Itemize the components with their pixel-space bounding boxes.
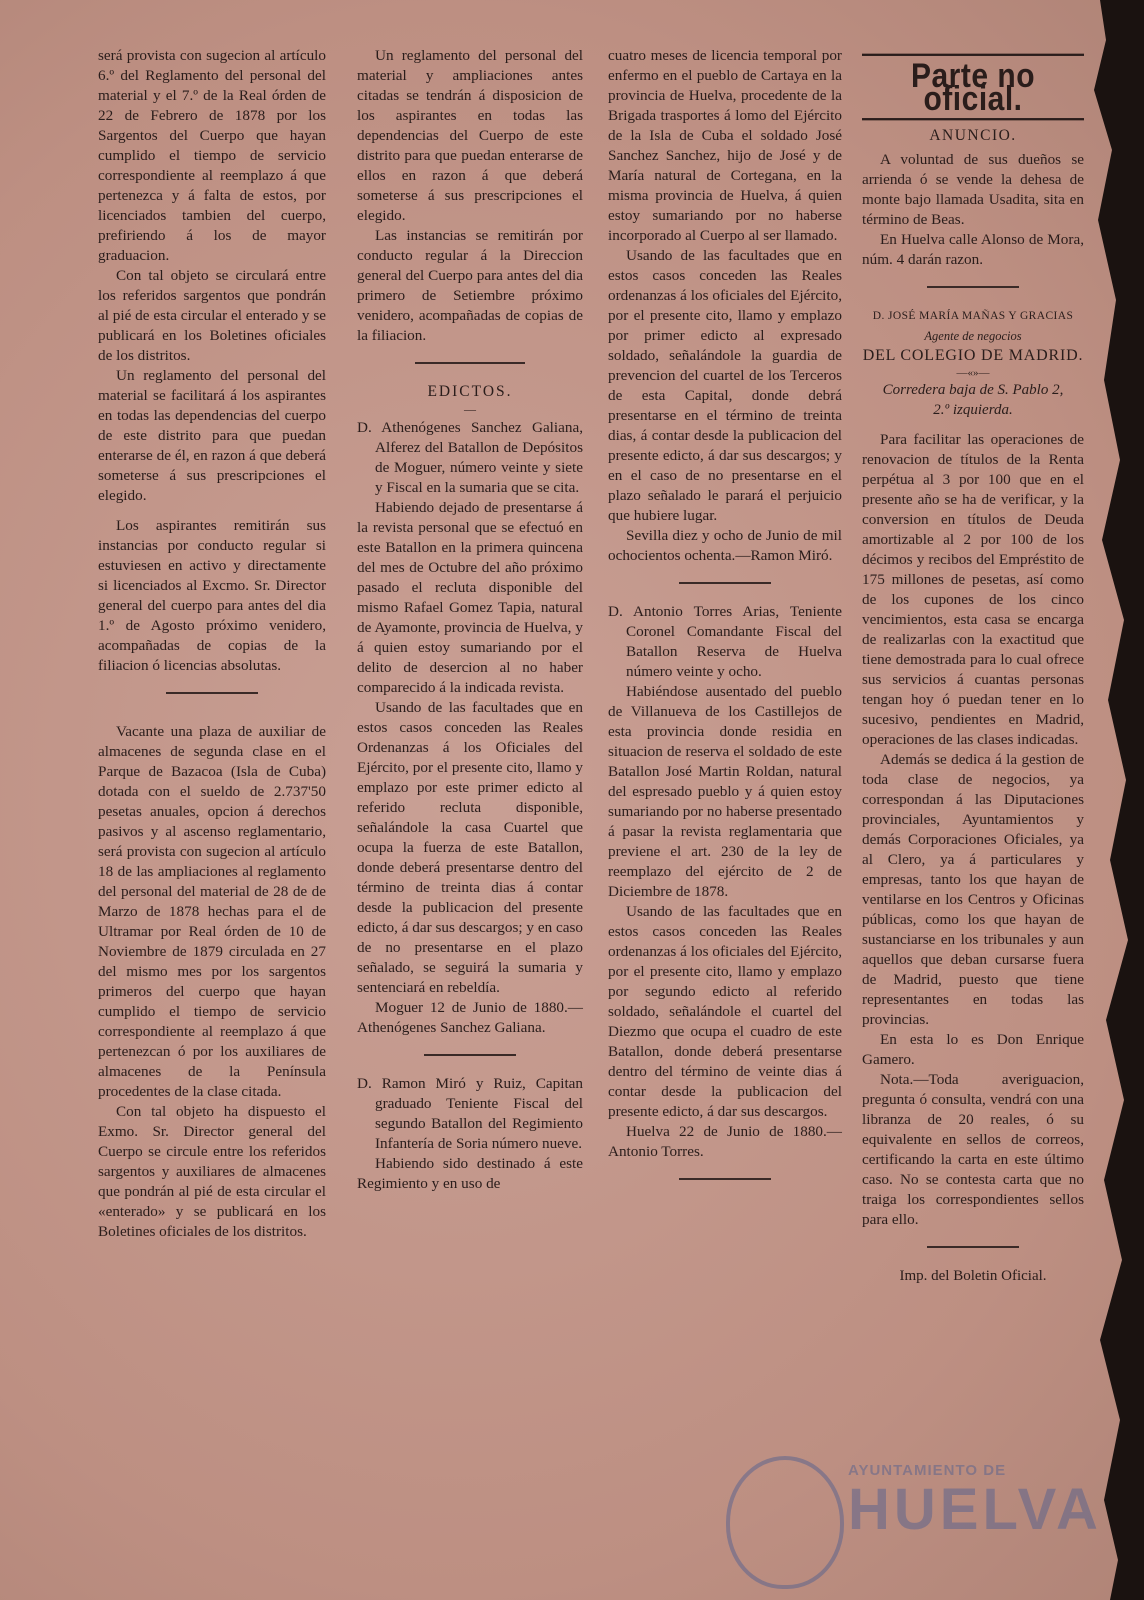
edict-1-signature: Moguer 12 de Junio de 1880.—Athenógenes Sanchez Galiana. bbox=[357, 999, 583, 1036]
agent-name: D. JOSÉ MARÍA MAÑAS Y GRACIAS bbox=[872, 310, 1074, 322]
watermark-line-2: HUELVA bbox=[848, 1477, 1102, 1542]
col1-paragraph-6: Con tal objeto ha dispuesto el Exmo. Sr. Director general del Cuerpo se circule entre los referidos sargentos y auxiliares de almacenes que pondrán al pié de esta circular el «enterado» y se publicará en los Boletines oficiales de los distritos. bbox=[98, 1103, 326, 1240]
anuncio-heading: ANUNCIO. bbox=[929, 127, 1017, 144]
address-line-1: Corredera baja de S. Pablo 2, bbox=[882, 382, 1064, 398]
section-title: Parte no oficial. bbox=[862, 54, 1084, 121]
column-1 bbox=[98, 46, 326, 1242]
col1-paragraph-1: será provista con sugecion al artículo 6.º del Reglamento del personal del material y el 7.º de la Real órden de 22 de Febrero de 1878 por los Sargentos del Cuerpo que hayan cumplido el tiempo de servicio correspondiente al reemplazo á que pertenezca y á falta de estos, por licenciados tambien del cuerpo, prefiriendo á los de mayor graduacion. bbox=[98, 47, 326, 264]
section-divider bbox=[927, 1246, 1019, 1248]
agent-paragraph-3: En esta lo es Don Enrique Gamero. bbox=[862, 1031, 1084, 1068]
edict-2-paragraph-1: Habiendo sido destinado á este Regimiento y en uso de bbox=[357, 1155, 583, 1192]
edictos-heading: EDICTOS. bbox=[427, 383, 513, 400]
ornament: —«»— bbox=[956, 367, 990, 379]
col2-paragraph-1: Un reglamento del personal del material y ampliaciones antes citadas se tendrán á disposicion de los aspirantes en todas las dependencias del Cuerpo de este distrito para que puedan enterarse de ellos en razon á que deberá someterse á sus prescripciones el elegido. bbox=[357, 47, 583, 224]
edict-3-heading: D. Antonio Torres Arias, Teniente Coronel Comandante Fiscal del Batallon Reserva de Huelva número veinte y ocho. bbox=[608, 603, 842, 680]
colegio-line: DEL COLEGIO DE MADRID. bbox=[862, 347, 1084, 364]
edict-3-paragraph-2: Usando de las facultades que en estos casos conceden las Reales ordenanzas á los oficiales del Ejército, por el presente cito, llamo y emplazo por segundo edicto al referido soldado, señalándole el cuartel del Diezmo que ocupa el cuadro de este Batallon, donde deberá presentarse dentro del término de veinte dias á contar desde la publicacion del presente edicto, á dar sus descargos. bbox=[608, 903, 842, 1120]
agent-paragraph-1: Para facilitar las operaciones de renovacion de títulos de la Renta perpétua al 3 por 100 que en el presente año se ha de verificar, y la conversion en títulos de Deuda amortizable al 2 por 100 de los décimos y recibos del Empréstito de 175 millones de pesetas, así como de los cupones de los cinco vencimientos, esta casa se encarga de realizarlas con la exactitud que tiene demostrada para lo cual ofrece sus servicios á cuantas personas tengan hoy ó puedan tener en lo sucesivo, pendientes en Madrid, operaciones de las clases indicadas. bbox=[862, 431, 1084, 748]
edict-1-paragraph-2: Usando de las facultades que en estos casos conceden las Reales Ordenanzas á los Oficiales del Ejército, por el presente cito, llamo y emplazo por este primer edicto al referido recluta disponible, señalándole la casa Cuartel que ocupa la fuerza de este Batallon, donde deberá presentarse dentro del término de treinta dias á contar desde la publicacion del presente edicto, á dar sus descargos; y en caso de no presentarse en el plazo señalado, se seguirá la sumaria y sentenciará en rebeldía. bbox=[357, 699, 583, 996]
col1-paragraph-2: Con tal objeto se circulará entre los referidos sargentos que pondrán al pié de esta circular el enterado y se publicará en los Boletines oficiales de los distritos. bbox=[98, 267, 326, 364]
edict-1-heading: D. Athenógenes Sanchez Galiana, Alferez del Batallon de Depósitos de Moguer, número veinte y siete y Fiscal en la sumaria que se cita. bbox=[357, 419, 583, 496]
column-4 bbox=[862, 46, 1084, 1286]
section-divider bbox=[679, 582, 771, 584]
column-2 bbox=[357, 46, 583, 1194]
agent-paragraph-2: Además se dedica á la gestion de toda clase de negocios, ya correspondan á las Diputaciones provinciales, Ayuntamientos y demás Corporaciones Oficiales, ya al Clero, ya á particulares y empresas, tanto los que hayan de ventilarse en los Centros y Oficinas públicas, como los que hayan de sustanciarse en los tribunales y aun aquellos que deban cursarse fuera de Madrid, puesto que tiene representantes en todas las provincias. bbox=[862, 751, 1084, 1028]
archive-watermark bbox=[726, 1448, 1102, 1588]
anuncio-paragraph-1: A voluntad de sus dueños se arrienda ó se vende la dehesa de monte bajo llamada Usadita, sita en término de Beas. bbox=[862, 151, 1084, 228]
col1-paragraph-3: Un reglamento del personal del material se facilitará á los aspirantes en todas las dependencias del cuerpo de este distrito para que puedan enterarse de él, en razon á que deberá someterse á sus prescripciones el elegido. bbox=[98, 367, 326, 504]
col3-paragraph-3: Sevilla diez y ocho de Junio de mil ochocientos ochenta.—Ramon Miró. bbox=[608, 527, 842, 564]
torn-edge bbox=[1054, 0, 1144, 1600]
heading-dash: — bbox=[464, 402, 476, 416]
col3-paragraph-2: Usando de las facultades que en estos casos conceden las Reales ordenanzas á los oficiales del Ejército, por el presente cito, llamo y emplazo por primer edicto al expresado soldado, señalándole la guardia de prevencion del cuartel de los Terceros de esta Capital, donde debrá presentarse en el término de treinta dias, á contar desde la publicacion del presente edicto, á dar sus descargos; y en el caso de no presentarse en el plazo señalado le parará el perjuicio que hubiere lugar. bbox=[608, 247, 842, 524]
col1-paragraph-5: Vacante una plaza de auxiliar de almacenes de segunda clase en el Parque de Bazacoa (Isla de Cuba) dotada con el sueldo de 2.737'50 pesetas anuales, opcion á derechos pasivos y al ascenso reglamentario, será provista con sugecion al artículo 18 de las ampliaciones al reglamento del personal del material de 28 de de Marzo de 1878 hechas para el de Ultramar por Real órden de 10 de Noviembre de 1879 circulada en 27 del mismo mes por los sargentos primeros del cuerpo que hayan cumplido el tiempo de servicio correspondiente al reemplazo á que pertenezcan ó por los auxiliares de almacenes de la Península procedentes de la clase citada. bbox=[98, 723, 326, 1100]
edict-3-paragraph-1: Habiéndose ausentado del pueblo de Villanueva de los Castillejos de esta provincia donde residia en situacion de reserva el soldado de este Batallon José Martin Roldan, natural del espresado pueblo y á quien estoy sumariando por no haberse presentado á pasar la revista reglamentaria que previene el art. 230 de la ley de reemplazo del ejército de 2 de Diciembre de 1878. bbox=[608, 683, 842, 900]
printer-imprint: Imp. del Boletin Oficial. bbox=[899, 1268, 1047, 1284]
section-divider bbox=[679, 1178, 771, 1180]
agent-paragraph-4: Nota.—Toda averiguacion, pregunta ó consulta, vendrá con una libranza de 20 reales, ó su equivalente en sellos de correos, certificando la carta en este último caso. No se contesta carta que no traiga los correspondientes sellos para ello. bbox=[862, 1071, 1084, 1228]
column-3 bbox=[608, 46, 842, 1198]
col1-paragraph-4: Los aspirantes remitirán sus instancias por conducto regular si estuviesen en activo y directamente si licenciados al Excmo. Sr. Director general del cuerpo para antes del dia 1.º de Agosto próximo venidero, acompañadas de copias de la filiacion ó licencias absolutas. bbox=[98, 517, 326, 674]
section-divider bbox=[424, 1054, 516, 1056]
seal-icon bbox=[726, 1456, 844, 1589]
edict-1-paragraph-1: Habiendo dejado de presentarse á la revista personal que se efectuó en este Batallon en la primera quincena del mes de Octubre del año próximo pasado el recluta disponible del mismo Rafael Gomez Tapia, natural de Ayamonte, provincia de Huelva, y á quien estoy sumariando por el delito de desercion al no haber comparecido á la indicada revista. bbox=[357, 499, 583, 696]
agent-role: Agente de negocios bbox=[924, 329, 1022, 343]
col2-paragraph-2: Las instancias se remitirán por conducto regular á la Direccion general del Cuerpo para antes del dia primero de Setiembre próximo venidero, acompañadas de copias de la filiacion. bbox=[357, 227, 583, 344]
watermark-line-1: AYUNTAMIENTO DE bbox=[848, 1462, 1007, 1479]
address-line-2: 2.º izquierda. bbox=[933, 402, 1013, 418]
edict-3-signature: Huelva 22 de Junio de 1880.—Antonio Torres. bbox=[608, 1123, 842, 1160]
section-divider bbox=[415, 362, 525, 364]
edict-2-heading: D. Ramon Miró y Ruiz, Capitan graduado Teniente Fiscal del segundo Batallon del Regimiento Infantería de Soria número nueve. bbox=[357, 1075, 583, 1152]
col3-paragraph-1: cuatro meses de licencia temporal por enfermo en el pueblo de Cartaya en la provincia de Huelva, procedente de la Brigada trasportes á lomo del Ejército de la Isla de Cuba el soldado José Sanchez Sanchez, hijo de José y de María natural de Cortegana, en la misma provincia de Huelva, á quien estoy sumariando por no haberse incorporado al Cuerpo al ser llamado. bbox=[608, 47, 842, 244]
section-divider bbox=[166, 692, 258, 694]
section-divider bbox=[927, 286, 1019, 288]
anuncio-paragraph-2: En Huelva calle Alonso de Mora, núm. 4 darán razon. bbox=[862, 231, 1084, 268]
